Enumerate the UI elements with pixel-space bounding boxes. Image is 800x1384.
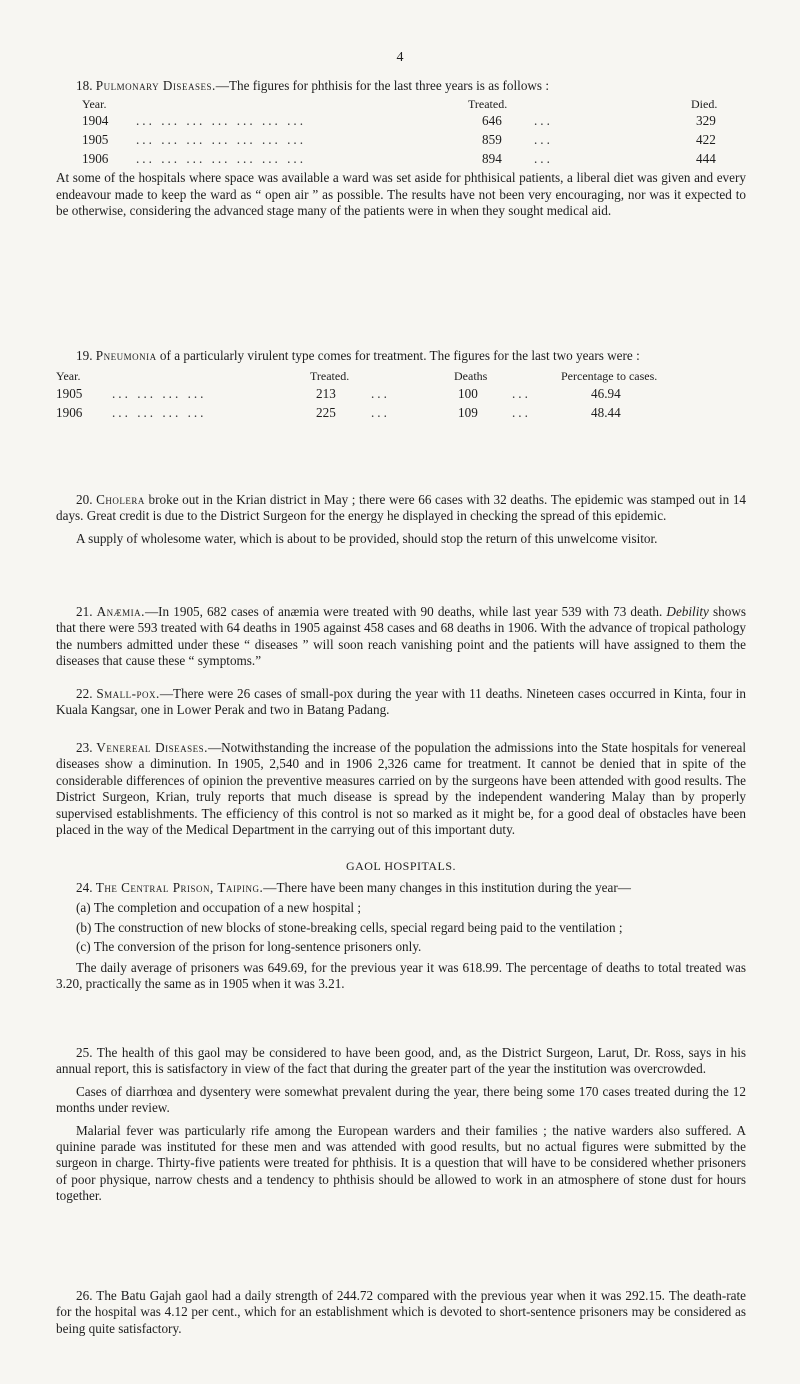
section-21 xyxy=(56,604,746,670)
list-item: (a) The completion and occupation of a new hospital ; xyxy=(76,900,362,916)
s18-intro: 18. Pulmonary Diseases.—The figures for phthisis for the last three years is as follows : xyxy=(76,78,550,93)
s25-text3: Malarial fever was particularly rife among the European warders and their families ; the native warders also suffered. A quinine parade was instituted for these men and was attended with good results, but no actual figures were submitted by the surgeon in charge. Thirty-five patients were treated for phthisis. It is a question that will have to be considered whether prisoners of poor physique, narrow chests and a tendency to phthisis should be allowed to work in an atmosphere of stone dust for hours together. xyxy=(56,1122,746,1204)
s22-text: 22. Small-pox.—There were 26 cases of small-pox during the year with 11 deaths. Nineteen cases occurred in Kinta, four in Kuala Kangsar, one in Lower Perak and two in Batang Padang. xyxy=(56,686,746,718)
s20-heading: Cholera xyxy=(96,492,145,507)
table-row: 1905 ... ... ... ... ... ... ... 859 ... 422 xyxy=(82,132,716,148)
section-18 xyxy=(56,78,746,220)
section-26 xyxy=(56,1288,746,1337)
table-row: 1906 ... ... ... ... ... ... ... 894 ... 444 xyxy=(82,151,716,167)
s18-heading: Pulmonary Diseases. xyxy=(95,78,216,93)
s23-text: 23. Venereal Diseases.—Notwithstanding the increase of the population the admissions into the State hospitals for venereal diseases show a diminution. In 1905, 2,540 and in 1906 2,326 came for treatment. It cannot be denied that in spite of the considerable differences of opinion the preventive measures carried on by the surgeons have been attended with good results. The District Surgeon, Krian, truly reports that much disease is spread by the independent wandering Malay than by properly supervised establishments. The efficiency of this control is not so marked as it might be, for a good deal of obstacles have been placed in the way of the Medical Department in the carrying out of this important duty. xyxy=(56,740,746,838)
s22-heading: Small-pox. xyxy=(96,686,160,701)
s24-text2: The daily average of prisoners was 649.69, for the previous year it was 618.99. The percentage of deaths to total treated was 3.20, practically the same as in 1905 when it was 3.21. xyxy=(56,959,746,992)
s26-text: 26. The Batu Gajah gaol had a daily strength of 244.72 compared with the previous year when it was 292.15. The death-rate for the hospital was 4.12 per cent., which for an establishment which is devoted to short-sentence prisoners may be considered as being quite satisfactory. xyxy=(56,1288,746,1336)
s20-text: 20. Cholera broke out in the Krian district in May ; there were 66 cases with 32 deaths. The epidemic was stamped out in 14 days. Great credit is due to the District Surgeon for the energy he displayed in checking the spread of this epidemic. xyxy=(56,492,747,524)
gaol-hospitals-heading: GAOL HOSPITALS. xyxy=(345,859,457,873)
s20-text2: A supply of wholesome water, which is about to be provided, should stop the return of this unwelcome visitor. xyxy=(76,530,658,546)
list-item: (b) The construction of new blocks of stone-breaking cells, special regard being paid to the ventilation ; xyxy=(76,919,623,935)
section-25 xyxy=(56,1045,746,1205)
s18-table-header: Year. Treated. Died. xyxy=(82,97,718,112)
section-19 xyxy=(56,348,746,424)
table-row: 1904 ... ... ... ... ... ... ... 646 ... 329 xyxy=(82,113,716,129)
section-22 xyxy=(56,686,746,719)
s24-heading: The Central Prison, Taiping. xyxy=(95,880,264,895)
list-item: (c) The conversion of the prison for long-sentence prisoners only. xyxy=(76,939,422,955)
s21-text: 21. Anæmia.—In 1905, 682 cases of anæmia were treated with 90 deaths, while last year 539 with 73 death. Debility shows that there were 593 treated with 64 deaths in 1905 against 458 cases and 68 deaths in 1906. With the advance of tropical pathology the numbers admitted under these “ diseases ” will soon reach vanishing point and the patients will have assigned to them the diseases that cause these “ symptoms.” xyxy=(56,604,747,669)
table-row: 1905 ... ... ... ... 213 ... 100 ... 46.94 xyxy=(56,386,621,402)
s19-heading: Pneumonia xyxy=(95,348,157,363)
section-20 xyxy=(56,492,746,547)
page-number: 4 xyxy=(396,50,404,65)
section-24 xyxy=(56,880,746,992)
s19-intro: 19. Pneumonia of a particularly virulent type comes for treatment. The figures for the last two years were : xyxy=(76,348,640,363)
s18-text: At some of the hospitals where space was available a ward was set aside for phthisical patients, a liberal diet was given and every endeavour made to keep the ward as “ open air ” as possible. The results have not been very encouraging, nor was it expected to be otherwise, considering the advanced stage many of the patients were in when they sought medical aid. xyxy=(56,170,746,219)
s23-heading: Venereal Diseases. xyxy=(96,740,208,755)
s19-table-header: Year. Treated. Deaths Percentage to cases. xyxy=(56,369,658,384)
s25-text2: Cases of diarrhœa and dysentery were somewhat prevalent during the year, there being some 170 cases treated during the 12 months under review. xyxy=(56,1083,746,1116)
table-row: 1906 ... ... ... ... 225 ... 109 ... 48.44 xyxy=(56,405,621,421)
s24-text: 24. The Central Prison, Taiping.—There have been many changes in this institution during the year— xyxy=(76,880,631,895)
s25-text: 25. The health of this gaol may be considered to have been good, and, as the District Surgeon, Larut, Dr. Ross, says in his annual report, this is satisfactory in view of the fact that during the greater part of the year the institution was overcrowded. xyxy=(56,1045,746,1077)
s21-heading: Anæmia. xyxy=(96,604,145,619)
section-23 xyxy=(56,740,746,838)
